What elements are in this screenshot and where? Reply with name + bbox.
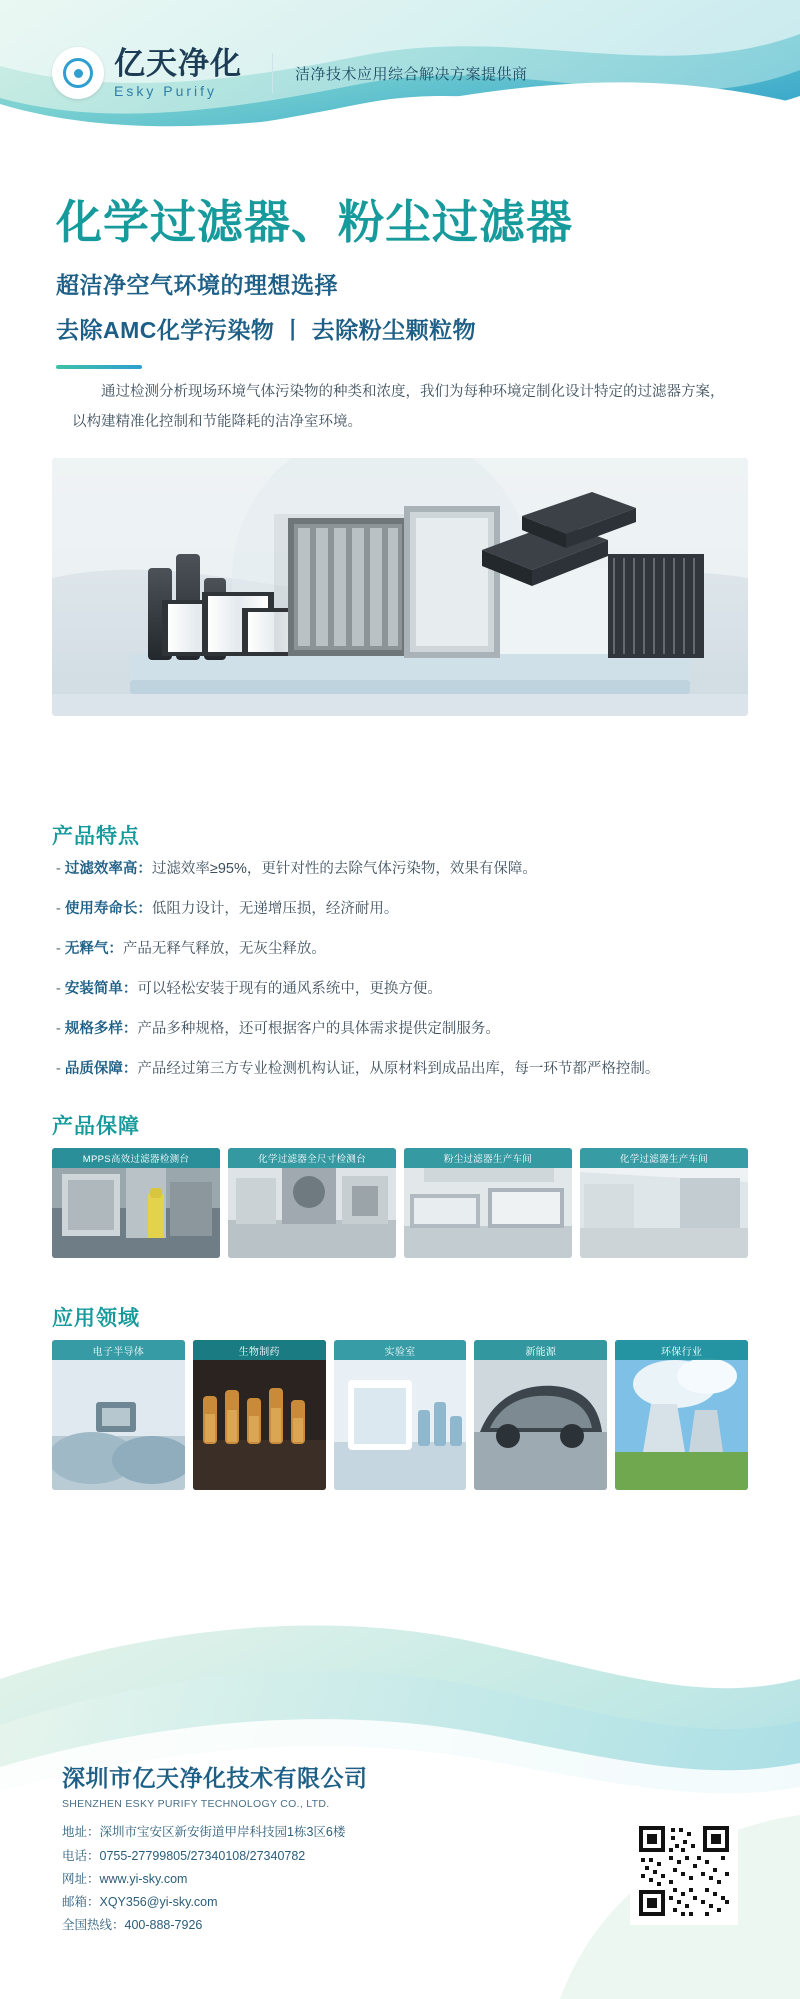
title-block <box>56 196 756 369</box>
feature-text: 产品经过第三方专业检测机构认证，从原材料到成品出库，每一环节都严格控制。 <box>137 1060 660 1077</box>
feature-text: 过滤效率≥95%，更针对性的去除气体污染物，效果有保障。 <box>151 861 537 877</box>
intro-paragraph: 通过检测分析现场环境气体污染物的种类和浓度，我们为每种环境定制化设计特定的过滤器方案，以构建精准化控制和节能降耗的洁净室环境。 <box>72 384 725 430</box>
section-title-features: 产品特点 <box>52 825 140 848</box>
field-card <box>615 1340 748 1490</box>
feature-text: 低阻力设计，无递增压损，经济耐用。 <box>151 900 399 917</box>
guarantee-card-caption: 化学过滤器全尺寸检测台 <box>228 1148 396 1168</box>
contact-hotline: 全国热线：400-888-7926 <box>62 1917 203 1932</box>
feature-text: 产品无释气释放，无灰尘释放。 <box>122 940 326 957</box>
brand-logo-icon <box>52 47 104 99</box>
field-card-caption: 实验室 <box>334 1340 467 1360</box>
hero-product-image <box>52 458 748 716</box>
feature-text: 可以轻松安装于现有的通风系统中，更换方便。 <box>137 980 442 997</box>
contact-website[interactable]: 网址：www.yi-sky.com <box>62 1871 188 1886</box>
page-title: 化学过滤器、粉尘过滤器 <box>56 196 573 248</box>
header-slogan: 洁净技术应用综合解决方案提供商 <box>295 65 528 83</box>
feature-label: 无释气： <box>64 940 123 957</box>
list-item: - 过滤效率高：过滤效率≥95%，更针对性的去除气体污染物，效果有保障。 <box>56 861 537 877</box>
list-item: - 使用寿命长：低阻力设计，无递增压损，经济耐用。 <box>56 900 399 917</box>
list-item: - 规格多样：产品多种规格，还可根据客户的具体需求提供定制服务。 <box>56 1020 500 1037</box>
feature-label: 过滤效率高： <box>64 861 152 877</box>
field-card <box>52 1340 185 1490</box>
guarantee-gallery <box>52 1148 748 1258</box>
brand-name-en: Esky Purify <box>114 83 218 99</box>
brand-name-cn: 亿天净化 <box>114 46 242 81</box>
field-card <box>334 1340 467 1490</box>
field-card-caption: 新能源 <box>474 1340 607 1360</box>
feature-label: 使用寿命长： <box>64 900 152 917</box>
company-name-en: SHENZHEN ESKY PURIFY TECHNOLOGY CO., LTD. <box>62 1798 330 1811</box>
field-card <box>474 1340 607 1490</box>
features-list <box>56 858 756 1098</box>
guarantee-card-caption: 粉尘过滤器生产车间 <box>404 1148 572 1168</box>
section-title-fields: 应用领域 <box>52 1307 140 1330</box>
guarantee-card <box>404 1148 572 1258</box>
contact-address: 地址：深圳市宝安区新安街道甲岸科技园1栋3区6楼 <box>62 1825 346 1840</box>
brand-logo-text <box>114 48 242 98</box>
field-card <box>193 1340 326 1490</box>
footer-company-info <box>62 1760 532 1937</box>
guarantee-card-caption: MPPS高效过滤器检测台 <box>52 1148 220 1168</box>
guarantee-card-caption: 化学过滤器生产车间 <box>580 1148 748 1168</box>
header-divider <box>272 53 273 93</box>
company-name-cn: 深圳市亿天净化技术有限公司 <box>62 1765 368 1792</box>
list-item: - 安装简单：可以轻松安装于现有的通风系统中，更换方便。 <box>56 980 442 997</box>
feature-label: 品质保障： <box>64 1060 138 1077</box>
qr-code <box>630 1817 738 1925</box>
guarantee-card <box>580 1148 748 1258</box>
field-card-caption: 电子半导体 <box>52 1340 185 1360</box>
page-header <box>0 38 800 108</box>
section-title-guarantee: 产品保障 <box>52 1115 140 1138</box>
contact-email[interactable]: 邮箱：XQY356@yi-sky.com <box>62 1894 218 1909</box>
page-subtitle-2: 去除AMC化学污染物 丨 去除粉尘颗粒物 <box>56 316 477 343</box>
feature-label: 规格多样： <box>64 1020 138 1037</box>
contact-block <box>62 1821 532 1937</box>
feature-text: 产品多种规格，还可根据客户的具体需求提供定制服务。 <box>137 1020 500 1037</box>
title-underline <box>56 365 142 369</box>
contact-phone: 电话：0755-27799805/27340108/27340782 <box>62 1848 306 1863</box>
field-card-caption: 环保行业 <box>615 1340 748 1360</box>
list-item: - 无释气：产品无释气释放，无灰尘释放。 <box>56 940 326 957</box>
field-card-caption: 生物制药 <box>193 1340 326 1360</box>
feature-label: 安装简单： <box>64 980 138 997</box>
list-item: - 品质保障：产品经过第三方专业检测机构认证，从原材料到成品出库，每一环节都严格控制。 <box>56 1060 660 1077</box>
page-subtitle-1: 超洁净空气环境的理想选择 <box>56 271 338 298</box>
guarantee-card <box>228 1148 396 1258</box>
fields-gallery <box>52 1340 748 1490</box>
guarantee-card <box>52 1148 220 1258</box>
